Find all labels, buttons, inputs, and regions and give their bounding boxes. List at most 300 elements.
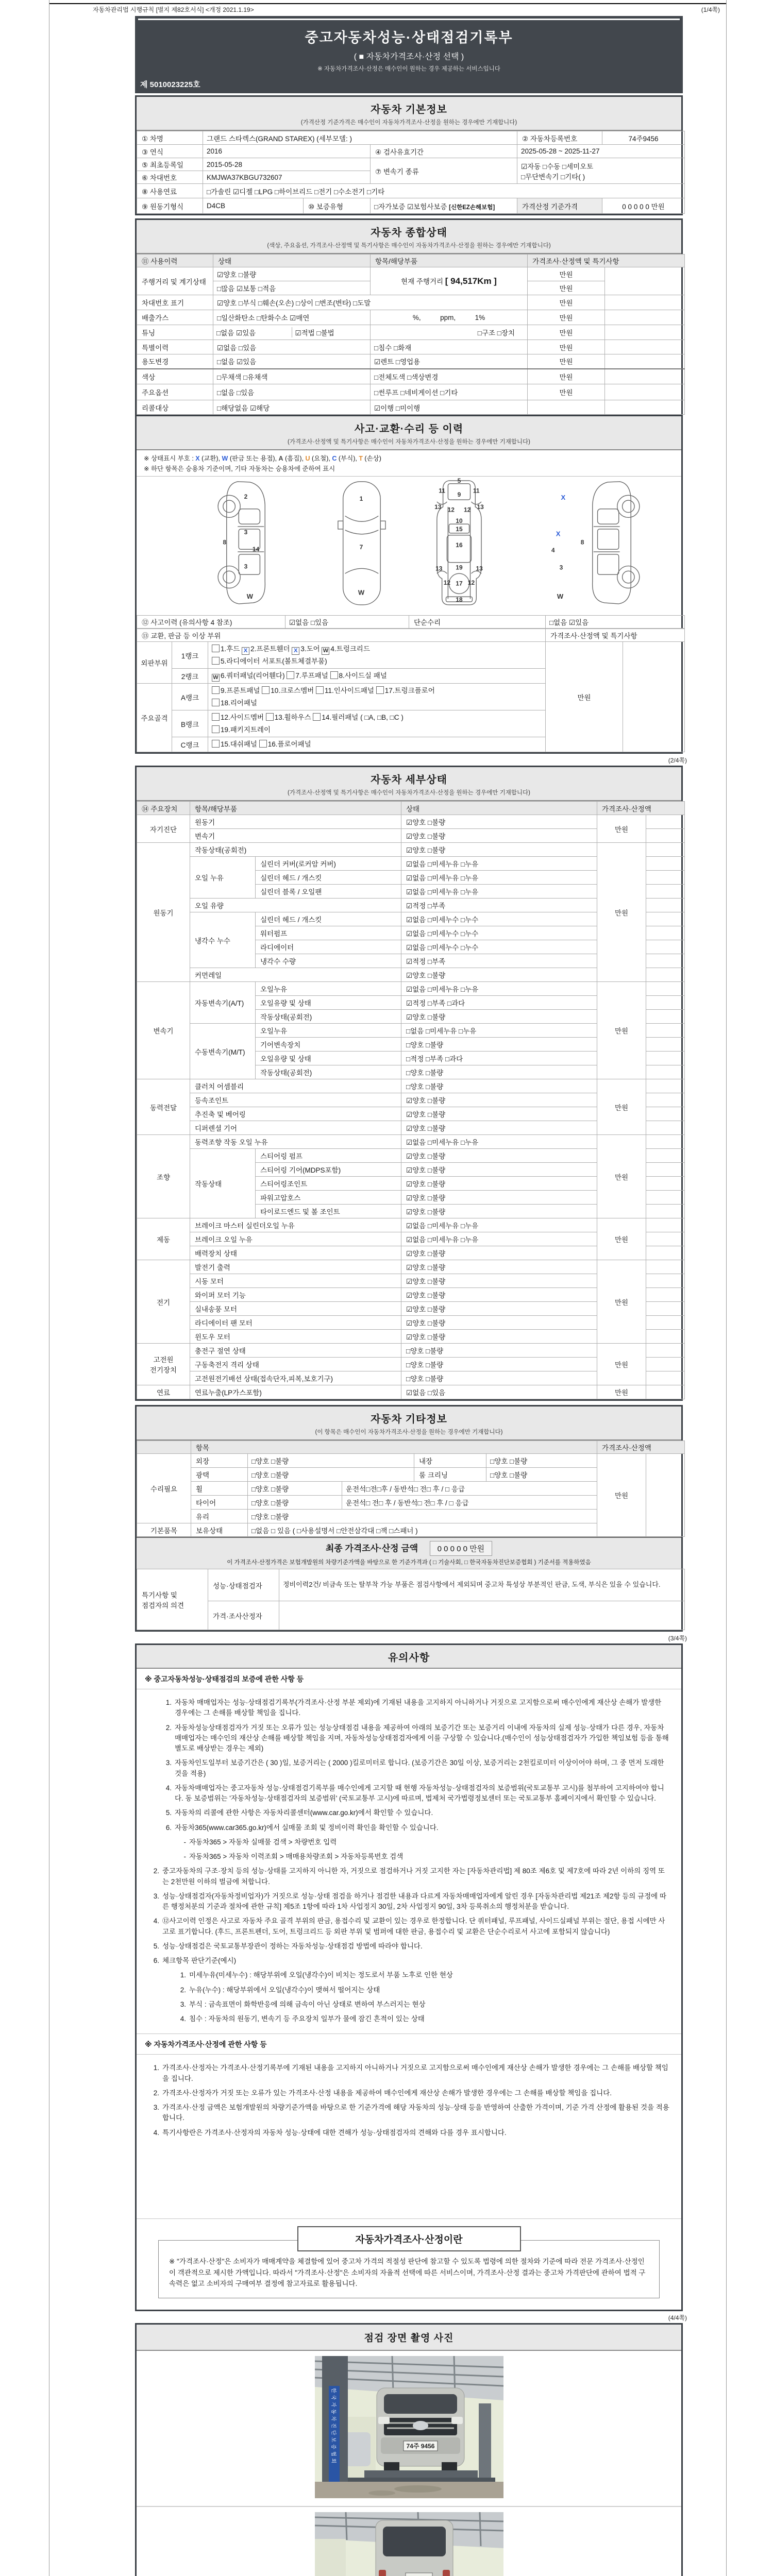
panel-price-header: 가격조사·산정액 및 특기사항: [546, 629, 685, 642]
rank-a-label: A랭크: [172, 683, 208, 710]
notice-item-marker: 2.: [165, 1723, 172, 1732]
polish-label: 광택: [191, 1468, 248, 1482]
notice-item-marker: 5.: [165, 1809, 172, 1817]
item-cell: 수동변속기(M/T): [190, 1024, 256, 1079]
legend-code-X: X: [195, 455, 200, 462]
inspection-period-value: 2025-05-28 ~ 2025-11-27: [517, 145, 685, 158]
spacer-cell: [646, 954, 685, 968]
notice-item: [141, 1758, 670, 1779]
spacer-cell: [605, 310, 685, 325]
detail-title: 자동차 세부상태: [371, 774, 447, 786]
col-price: 가격조사·산정액: [597, 802, 685, 815]
spacer-cell: [646, 1107, 685, 1121]
polish-state: □양호 □불량: [248, 1468, 414, 1482]
diagram-label-9: 9: [457, 491, 461, 499]
detail-table: [137, 801, 685, 1399]
mark-W-box: W: [322, 647, 329, 655]
mileage-state-1: ☑양호 □불량: [213, 267, 371, 281]
spacer-cell: [605, 369, 685, 384]
spacer-cell: [646, 815, 685, 829]
legend-label: ※ 상태표시 부호 :: [144, 455, 196, 462]
table-row: [137, 295, 685, 310]
panel-item: 7.루프패널: [287, 672, 330, 680]
spacer-cell: [646, 1093, 685, 1107]
notice-item-marker: -: [183, 1853, 186, 1860]
photos-band: [137, 2325, 681, 2351]
notice-item-text: 자동차 매매업자는 성능·상태점검기록부(가격조사·산정 부분 제외)에 기재된 내용을 고지하지 아니하거나 거짓으로 고지함으로써 매수인에게 재산상 손해가 발생한 경우에는 그 손해를 배상할 책임을 집니다.: [175, 1699, 662, 1717]
options-parts: □썬루프 □네비게이션 □기타: [371, 384, 528, 400]
price-cell: 만원: [597, 815, 646, 843]
subitem-cell: 스티어링 펌프: [256, 1149, 401, 1163]
transmission-label: ⑦ 변속기 종류: [371, 158, 517, 184]
wheel-positions: 운전석□전□후 / 동반석□ 전□ 후 / □ 응급: [342, 1482, 597, 1496]
simple-repair-state: □없음 ☑있음: [546, 616, 685, 629]
device-group-cell: 동력전달: [137, 1079, 190, 1135]
diagram-label-1: 1: [359, 495, 363, 503]
diagram-label-14: 14: [252, 546, 260, 553]
checkbox-empty: [212, 699, 220, 706]
notice-item-marker: 2.: [153, 1867, 159, 1875]
checkbox-empty: [330, 671, 338, 679]
col-use-history: ⑪ 사용이력: [137, 255, 213, 267]
options-label: 주요옵션: [137, 384, 213, 400]
spacer-cell: [646, 1454, 685, 1537]
table-row: [137, 267, 685, 281]
table-row: [137, 145, 685, 158]
subitem-cell: 실린더 블록 / 오일팬: [256, 885, 401, 899]
reg-no-value: 74주9456: [602, 131, 685, 145]
glass-label: 유리: [191, 1510, 248, 1523]
checkbox-empty: [287, 671, 294, 679]
legend-desc: (부식),: [337, 455, 359, 462]
section-overall-state: [135, 218, 683, 416]
notice-item-text: 특기사항란은 가격조사·산정자의 자동차 성능·상태에 대한 견해가 성능·상태점검자의 견해와 다를 경우 표시합니다.: [162, 2128, 507, 2137]
item-cell: 윈도우 모터: [190, 1330, 401, 1344]
wheel-label: 휠: [191, 1482, 248, 1496]
state-cell: □양호 □불량: [401, 1079, 597, 1093]
subitem-cell: 타이로드엔드 및 볼 조인트: [256, 1205, 401, 1218]
document-note: ※ 자동차가격조사·산정은 매수인이 원하는 경우 제공하는 서비스입니다: [317, 66, 500, 72]
state-cell: □양호 □불량: [401, 1065, 597, 1079]
diagram-label-8: 8: [223, 538, 227, 546]
item-cell: 배력장치 상태: [190, 1246, 401, 1260]
panel-item: 10.크로스멤버: [262, 687, 316, 694]
notice-item-marker: -: [183, 1838, 186, 1846]
state-cell: □양호 □불량: [401, 1358, 597, 1371]
detail-subtitle: (가격조사·산정액 및 특기사항은 매수인이 자동차가격조사·산정을 원하는 경우에만 기재합니다): [288, 790, 530, 796]
base-price-value: 0 0 0 0 0 만원: [602, 198, 685, 214]
recall-state: □해당없음 ☑해당: [213, 400, 371, 415]
notice-item-marker: 4.: [180, 2015, 186, 2023]
rank-a-items: [208, 683, 546, 710]
subitem-cell: 기어변속장치: [256, 1038, 401, 1052]
notice-item: [141, 1866, 670, 1887]
notice-item: [141, 1852, 670, 1862]
price-cell: 만원: [597, 843, 646, 982]
subitem-cell: 작동상태(공회전): [256, 1065, 401, 1079]
mark-W-box: W: [212, 674, 220, 682]
state-cell: □양호 □불량: [401, 1344, 597, 1358]
item-cell: 커먼레일: [190, 968, 401, 982]
state-cell: ☑양호 □불량: [401, 843, 597, 857]
notice-item: [141, 1808, 670, 1818]
notice-item-text: 체크항목 판단기준(예시): [162, 1957, 237, 1964]
document-sheet: [49, 0, 727, 2576]
price-cell: 만원: [597, 1260, 646, 1344]
state-cell: ☑양호 □불량: [401, 1330, 597, 1344]
etc-subtitle: (이 항목은 매수인이 자동차가격조사·산정을 원하는 경우에만 기재합니다): [315, 1429, 503, 1435]
diagram-label-8: 8: [580, 538, 584, 546]
subitem-cell: 스티어링조인트: [256, 1177, 401, 1191]
car-name-value: 그랜드 스타렉스(GRAND STAREX) (세부모델: ): [203, 131, 517, 145]
state-cell: ☑양호 □불량: [401, 1177, 597, 1191]
page-marker-4: (4/4쪽): [668, 2314, 687, 2322]
vin-mark-label: 차대번호 표기: [137, 295, 213, 310]
checkbox-empty: [212, 645, 220, 652]
title-header: [135, 16, 683, 93]
price-cell: [528, 400, 605, 415]
inspection-period-label: ④ 검사유효기간: [371, 145, 517, 158]
state-cell: ☑없음 □미세누유 □누유: [401, 1218, 597, 1232]
photo-rear-svg: [315, 2512, 503, 2576]
rank-2-label: 2랭크: [172, 669, 208, 684]
item-cell: 디퍼렌셜 기어: [190, 1121, 401, 1135]
wheel-state: □양호 □불량: [248, 1482, 342, 1496]
spacer-cell: [646, 1121, 685, 1135]
item-cell: 충전구 절연 상태: [190, 1344, 401, 1358]
rank-c-label: C랭크: [172, 737, 208, 752]
document-meta: [49, 4, 726, 14]
spacer-cell: [646, 843, 685, 857]
subitem-cell: 냉각수 수량: [256, 954, 401, 968]
spacer-cell: [605, 325, 685, 340]
notice-item-marker: 2.: [153, 2089, 159, 2097]
law-reference: 자동차관리법 시행규칙 [별지 제82호서식] <개정 2021.1.19>: [93, 6, 254, 13]
notice-item-marker: 6.: [153, 1957, 159, 1964]
tuning-exist: □없음 ☑있음: [216, 329, 256, 337]
model-year-value: 2016: [203, 145, 371, 158]
section-photos: [135, 2323, 683, 2576]
legend-desc: (요철),: [310, 455, 332, 462]
table-row: [137, 184, 685, 198]
final-price-note: 이 가격조사·산정가격은 보험개발원의 차량기준가액을 바탕으로 한 기준가격과 ( □ 기술사회, □ 한국자동차진단보증협회 ) 기준서를 적용하였음: [227, 1560, 591, 1566]
state-code-legend: [144, 453, 681, 464]
reg-no-label: ② 자동차등록번호: [517, 131, 602, 145]
spacer-cell: [646, 1010, 685, 1024]
spacer-cell: [646, 1232, 685, 1246]
notice-item-marker: 5.: [153, 1942, 159, 1950]
table-row: [137, 340, 685, 354]
glass-state: □양호 □불량: [248, 1510, 597, 1523]
appraiser-label: 가격·조사산정자: [208, 1601, 279, 1630]
checkbox-empty: [259, 740, 267, 748]
state-cell: ☑양호 □불량: [401, 1107, 597, 1121]
price-cell: 만원: [597, 1344, 646, 1385]
spacer-cell: [605, 340, 685, 354]
notice-item-marker: 3.: [165, 1759, 172, 1767]
photo-front-svg: [315, 2356, 503, 2498]
group-frame: 주요골격: [137, 683, 172, 752]
state-cell: ☑적정 □부족: [401, 899, 597, 912]
price-cell: 만원: [528, 281, 605, 295]
notice-item-text: 미세누유(미세누수) : 해당부위에 오일(냉각수)이 비치는 정도로서 부품 노후로 인한 현상: [189, 1971, 453, 1979]
inspection-photo-rear: [137, 2507, 681, 2576]
col-price: 가격조사·산정액 및 특기사항: [528, 255, 685, 267]
state-cell: ☑양호 □불량: [401, 1205, 597, 1218]
spacer-cell: [646, 1302, 685, 1316]
notice-item-text: ⑫사고이력 인정은 사고로 자동차 주요 골격 부위의 판금, 용접수리 및 교환이 있는 경우로 한정합니다. 단 쿼터패널, 루프패널, 사이드실패널 부위는 절단, 용접 시에만 사고로 표기합니다. (후드, 프론트펜더, 도어, 트렁크리드 등 외판 부위 및 범퍼에 대한 판금, 용접수리 및 교환은 단순수리로서 사고에 포함되지 않습니다): [162, 1917, 665, 1936]
state-cell: ☑양호 □불량: [401, 1274, 597, 1288]
final-price-value: 0 0 0 0 0 만원: [430, 1541, 493, 1556]
rank-c-items: [208, 737, 546, 752]
notice-item-text: 자동차성능상태점검자가 거짓 또는 오류가 있는 성능상태점검 내용을 제공하여 아래의 보증기간 또는 보증거리 이내에 자동차의 실제 성능·상태가 다른 경우, 자동차매매업자는 매수인의 재산상 손해를 배상할 책임을 지며, 자동차성능상태점검자에게 이를 구상할 수 있습니다.(매수인이 성능상태점검자가 가입한 책임보험 등을 통해 별도로 배상받는 경우는 제외): [175, 1723, 669, 1752]
diagram-label-W: W: [358, 588, 365, 597]
state-cell: ☑적정 □부족 □과다: [401, 996, 597, 1010]
panel-header: ⑬ 교환, 판금 등 이상 부위: [137, 629, 546, 642]
panel-item: W 6.쿼터패널(리어휀다): [212, 672, 287, 680]
col-parts: 항목/해당부품: [371, 255, 528, 267]
item-cell: 오일 누유: [190, 857, 256, 899]
table-row: [137, 369, 685, 384]
mileage-state-2: □많음 ☑보통 □적음: [213, 281, 371, 295]
accident-note-2: ※ 하단 항목은 승용차 기준이며, 기타 자동차는 승용차에 준하여 표시: [144, 465, 335, 472]
notice-item: [141, 1985, 670, 1995]
notice-item: [141, 1891, 670, 1912]
panel-item: 13.휠하우스: [266, 714, 313, 721]
subitem-cell: 실린더 커버(로커암 커버): [256, 857, 401, 871]
pricing-definition: [137, 2218, 681, 2310]
item-cell: 브레이크 오일 누유: [190, 1232, 401, 1246]
etc-col-item: 항목: [191, 1441, 597, 1454]
panel-item: 19.패키지트레이: [212, 726, 271, 734]
transmission-value: [517, 158, 685, 184]
accident-band: [137, 416, 681, 450]
notice-item: [141, 2128, 670, 2138]
first-reg-label: ⑤ 최초등록일: [137, 158, 203, 171]
spacer-cell: [646, 1038, 685, 1052]
item-cell: 클러치 어셈블리: [190, 1079, 401, 1093]
checkbox-empty: [316, 686, 324, 694]
notice-item: [141, 1999, 670, 2010]
notice-item: [141, 1783, 670, 1804]
notice-item-marker: 4.: [165, 1784, 172, 1792]
tuning-parts: □구조 □장치: [371, 325, 528, 340]
notice-item-text: 가격조사·산정 금액은 보험개발원의 차량기준가액을 바탕으로 한 기준가격에 해당 자동차의 성능·상태 등을 반영하여 산출한 가격이며, 기준 가격 산정에 활용된 것을 적용합니다.: [162, 2104, 669, 2122]
price-cell: 만원: [528, 369, 605, 384]
etc-col-price: 가격조사·산정액: [597, 1441, 685, 1454]
spacer-cell: [646, 1358, 685, 1371]
interior-label: 내장: [414, 1454, 486, 1468]
state-cell: ☑없음 □미세누유 □누유: [401, 982, 597, 996]
diagram-labels: [223, 477, 584, 603]
spacer-cell: [646, 1288, 685, 1302]
device-group-cell: 연료: [137, 1385, 190, 1399]
legend-desc: (판금 또는 용접),: [228, 455, 279, 462]
opinions-table: [137, 1569, 685, 1630]
base-price-label: 가격산정 기준가격: [517, 198, 602, 214]
diagram-label-2: 2: [244, 493, 248, 501]
diagram-label-16: 16: [456, 541, 463, 549]
spacer-cell: [605, 295, 685, 310]
spacer-cell: [646, 1191, 685, 1205]
col-device: ⑭ 주요장치: [137, 802, 190, 815]
spacer-cell: [605, 354, 685, 369]
state-cell: ☑양호 □불량: [401, 1260, 597, 1274]
table-row: [137, 1135, 685, 1149]
price-cell: 만원: [597, 982, 646, 1079]
spacer-cell: [646, 1371, 685, 1385]
table-row: [137, 616, 685, 629]
panel-item: 15.대쉬패널: [212, 740, 259, 748]
hold-state-value: □없음 □ 있음 ( □사용설명서 □안전삼각대 □잭 □스패너 ): [248, 1523, 597, 1537]
state-cell: □양호 □불량: [401, 1038, 597, 1052]
vin-value: KMJWA37KBGU732607: [203, 171, 371, 184]
diagram-label-3: 3: [559, 564, 563, 571]
spacer-cell: [646, 1246, 685, 1260]
diagram-label-11: 11: [439, 487, 445, 495]
subitem-cell: 실린더 헤드 / 개스킷: [256, 912, 401, 926]
panel-rank-table: [137, 629, 685, 752]
room-cleaning-label: 룸 크리닝: [414, 1468, 486, 1482]
spacer-cell: [646, 926, 685, 940]
section-etc-info: [135, 1405, 683, 1632]
state-cell: ☑없음 □미세누유 □누유: [401, 871, 597, 885]
item-cell: 냉각수 누수: [190, 912, 256, 968]
table-row: [137, 1260, 685, 1274]
subitem-cell: 오일누유: [256, 1024, 401, 1038]
price-cell: 만원: [528, 354, 605, 369]
accident-subtitle: (가격조사·산정액 및 특기사항은 매수인이 자동차가격조사·산정을 원하는 경우에만 기재합니다): [288, 439, 530, 445]
table-row: [137, 815, 685, 829]
subitem-cell: 작동상태(공회전): [256, 1010, 401, 1024]
table-row: [137, 384, 685, 400]
exterior-label: 외장: [191, 1454, 248, 1468]
notice-item: [141, 1916, 670, 1937]
notice-item-text: 자동차365(www.car365.go.kr)에서 실매물 조회 및 정비이력 확인을 확인할 수 있습니다.: [175, 1823, 439, 1832]
spacer-cell: [646, 1135, 685, 1149]
header-stripe: [138, 19, 680, 20]
item-cell: 원동기: [190, 815, 401, 829]
col-parts: 항목/해당부품: [190, 802, 401, 815]
table-row: [137, 198, 685, 214]
spacer-cell: [646, 1024, 685, 1038]
panel-item: ( □A, □B, □C ): [360, 714, 404, 722]
spacer-cell: [646, 1274, 685, 1288]
license-plate-front: 74주 9456: [406, 2443, 434, 2450]
device-group-cell: 고전원 전기장치: [137, 1344, 190, 1385]
notice-item: [141, 1970, 670, 1980]
inspection-photo-front: [137, 2351, 681, 2507]
notice-item-text: 가격조사·산정자가 거짓 또는 오류가 있는 가격조사·산정 내용을 제공하여 매수인에게 재산상 손해가 발생한 경우에는 그 손해를 배상할 책임을 집니다.: [162, 2089, 612, 2097]
photos-title: 점검 장면 촬영 사진: [364, 2333, 454, 2344]
checkbox-empty: [212, 686, 220, 694]
engine-type-label: ⑨ 원동기형식: [137, 198, 203, 214]
rank-1-label: 1랭크: [172, 642, 208, 669]
page-marker-3: (3/4쪽): [668, 1635, 687, 1642]
vin-label: ⑥ 차대번호: [137, 171, 203, 184]
diagram-label-12: 12: [467, 579, 475, 586]
item-cell: 시동 모터: [190, 1274, 401, 1288]
spacer-cell: [646, 829, 685, 843]
spacer-cell: [605, 384, 685, 400]
diagram-label-18: 18: [456, 596, 463, 604]
spacer-cell: [646, 1316, 685, 1330]
section-detail-state: [135, 766, 683, 1401]
tire-label: 타이어: [191, 1496, 248, 1510]
basic-info-table: [137, 131, 685, 214]
etc-col-blank: [137, 1441, 191, 1454]
notice-item-text: 자동차365 > 자동차 실매물 검색 > 차량번호 입력: [189, 1838, 337, 1846]
checkbox-empty: [212, 713, 220, 721]
etc-band: [137, 1406, 681, 1440]
notice-item: [141, 1723, 670, 1754]
diagram-label-13: 13: [434, 503, 442, 511]
usage-change-label: 용도변경: [137, 354, 213, 369]
section-notice: [135, 1643, 683, 2311]
panel-item: 9.프론트패널: [212, 687, 262, 694]
legend-code-A: A: [278, 455, 283, 462]
notice-item-text: 자동차365 > 자동차 이력조회 > 매매용차량조회 > 자동차등록번호 검색: [189, 1853, 404, 1860]
emission-state: □일산화탄소 □탄화수소 ☑매연: [213, 310, 371, 325]
opinions-label: 특기사항 및 점검자의 의견: [137, 1569, 208, 1630]
usage-change-state: □없음 ☑있음: [213, 354, 371, 369]
accident-history-table: [137, 615, 685, 629]
options-state: □없음 □있음: [213, 384, 371, 400]
document-number: 제 5010023225호: [140, 80, 200, 89]
diagram-label-11: 11: [473, 487, 480, 495]
state-cell: ☑적정 □부족: [401, 954, 597, 968]
item-cell: 브레이크 마스터 실린더오일 누유: [190, 1218, 401, 1232]
table-row: [137, 642, 685, 669]
spacer-cell: [646, 1385, 685, 1399]
notice-body-2: [137, 2055, 681, 2218]
transmission-options-1: ☑자동 □수동 □세미오토: [521, 162, 594, 171]
checkbox-empty: [262, 686, 270, 694]
item-cell: 자동변속기(A/T): [190, 982, 256, 1024]
table-row: [137, 1454, 685, 1468]
table-header-row: [137, 629, 685, 642]
notice-item-text: 침수 : 자동차의 원동기, 변속기 등 주요장치 일부가 물에 잠긴 흔적이 있는 상태: [189, 2015, 425, 2023]
overall-title: 자동차 종합상태: [371, 227, 447, 239]
overall-band: [137, 220, 681, 254]
checkbox-empty: [212, 725, 220, 733]
table-row: [137, 354, 685, 369]
diagram-label-17: 17: [456, 580, 463, 587]
legend-code-T: T: [359, 455, 363, 462]
notice-heading-1: ※ 중고자동차성능·상태점검의 보증에 관한 사항 등: [137, 1669, 681, 1689]
table-row: [137, 310, 685, 325]
exterior-state: □양호 □불량: [248, 1454, 414, 1468]
diagram-label-4: 4: [551, 547, 555, 554]
state-cell: ☑양호 □불량: [401, 829, 597, 843]
panel-item: 14.필러패널: [313, 714, 360, 721]
panel-item: 5.라디에이터 서포트(볼트체결부품): [212, 657, 327, 665]
table-row: [137, 400, 685, 415]
notice-item-marker: 4.: [153, 1917, 159, 1925]
rank-1-items: [208, 642, 546, 669]
panel-item: 11.인사이드패널: [316, 687, 376, 694]
panel-item: 16.플로어패널: [259, 740, 311, 748]
subitem-cell: 워터펌프: [256, 926, 401, 940]
document-subtitle: ( ■ 자동차가격조사·산정 선택 ): [354, 53, 464, 61]
spacer-cell: [646, 871, 685, 885]
inspector-opinion: 정비이력2건/ 비금속 또는 탈부착 가능 부품은 점검사항에서 제외되며 중고차 특성상 부분적인 판금, 도색, 부식은 있을 수 있습니다.: [279, 1569, 685, 1601]
item-cell: 변속기: [190, 829, 401, 843]
hold-state-label: 보유상태: [191, 1523, 248, 1537]
price-cell: 만원: [546, 642, 623, 752]
subitem-cell: 오일유량 및 상태: [256, 996, 401, 1010]
item-cell: 실내송풍 모터: [190, 1302, 401, 1316]
